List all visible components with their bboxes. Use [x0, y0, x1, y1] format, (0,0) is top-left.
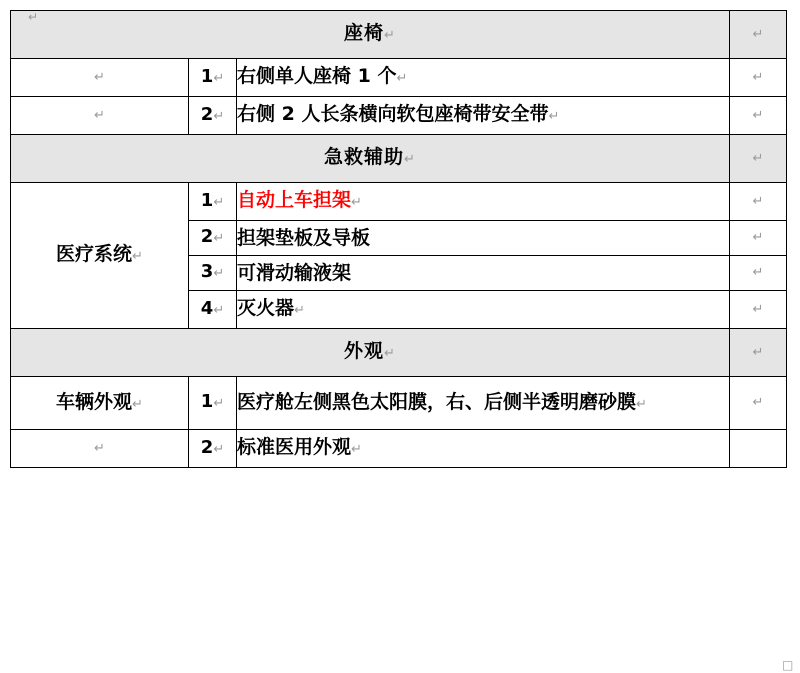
item-number-cell [189, 256, 237, 291]
item-number: 1 [200, 391, 214, 412]
section-header-row-appearance [11, 329, 787, 377]
item-number: 3 [200, 261, 214, 282]
section-title-text: 座椅 [344, 22, 385, 44]
paragraph-mark: ↵ [636, 396, 647, 412]
paragraph-mark: ↵ [94, 440, 105, 456]
paragraph-mark: ↵ [213, 441, 225, 457]
item-text-cell [237, 183, 730, 221]
paragraph-mark: ↵ [752, 26, 764, 42]
item-number: 2 [200, 103, 214, 125]
paragraph-mark: ↵ [213, 108, 225, 124]
document-page [0, 10, 800, 673]
category-cell-medical-system [11, 183, 189, 329]
item-number: 2 [200, 226, 214, 247]
paragraph-mark: ↵ [752, 301, 764, 317]
section-title-text: 急救辅助 [324, 146, 405, 168]
category-label: 医疗系统 [56, 243, 133, 265]
section-end-mark-cell [730, 135, 787, 183]
item-text: 自动上车担架 [237, 189, 352, 211]
row-end-mark-cell [730, 430, 787, 468]
paragraph-mark: ↵ [752, 395, 764, 410]
paragraph-mark: ↵ [752, 265, 764, 280]
table-row [11, 183, 787, 221]
paragraph-mark: ↵ [752, 344, 764, 360]
category-cell-vehicle-appearance [11, 377, 189, 430]
section-header-row-first-aid [11, 135, 787, 183]
paragraph-mark: ↵ [752, 193, 764, 209]
item-text: 灭火器 [237, 297, 295, 319]
item-text-cell [237, 430, 730, 468]
item-number: 4 [200, 297, 214, 319]
section-title-appearance [11, 329, 729, 376]
item-text-cell [237, 221, 730, 256]
section-header-row-seats [11, 11, 787, 59]
paragraph-mark: ↵ [94, 69, 105, 85]
paragraph-mark: ↵ [213, 266, 225, 281]
item-number: 1 [200, 65, 214, 87]
item-text: 标准医用外观 [237, 436, 352, 458]
item-number-cell [189, 291, 237, 329]
row-end-mark-cell [730, 183, 787, 221]
paragraph-mark: ↵ [213, 194, 225, 210]
item-number: 2 [200, 436, 214, 458]
item-number-cell [189, 430, 237, 468]
paragraph-mark: ↵ [94, 107, 105, 123]
paragraph-mark: ↵ [548, 109, 560, 124]
paragraph-mark: ↵ [384, 28, 396, 43]
bottom-page-mark: □ [782, 658, 794, 672]
item-text-cell [237, 291, 730, 329]
paragraph-mark: ↵ [351, 195, 362, 210]
section-title-cell [11, 135, 730, 183]
row-end-mark-cell [730, 221, 787, 256]
section-end-mark-cell [730, 11, 787, 59]
top-paragraph-mark: ↵ [28, 10, 39, 24]
paragraph-mark: ↵ [752, 107, 764, 123]
item-text: 医疗舱左侧黑色太阳膜，右、后侧半透明磨砂膜 [237, 390, 637, 413]
item-number-cell [189, 183, 237, 221]
category-cell [11, 430, 189, 468]
item-number-cell [189, 377, 237, 430]
section-title-cell [11, 11, 730, 59]
paragraph-mark: ↵ [752, 69, 764, 85]
paragraph-mark: ↵ [294, 303, 305, 318]
paragraph-mark: ↵ [213, 70, 225, 86]
section-title-first-aid [11, 135, 729, 182]
item-text: 右侧单人座椅 1 个 [237, 65, 397, 87]
section-title-seats [11, 11, 729, 58]
table-row [11, 430, 787, 468]
item-text: 右侧 2 人长条横向软包座椅带安全带 [237, 103, 549, 125]
row-end-mark-cell [730, 291, 787, 329]
paragraph-mark: ↵ [213, 302, 225, 318]
table-row [11, 377, 787, 430]
paragraph-mark: ↵ [213, 396, 225, 411]
paragraph-mark: ↵ [132, 396, 143, 412]
row-end-mark-cell [730, 97, 787, 135]
spec-table [10, 10, 787, 468]
row-end-mark-cell [730, 59, 787, 97]
item-text: 可滑动输液架 [237, 262, 352, 284]
paragraph-mark: ↵ [752, 230, 764, 245]
category-cell [11, 97, 189, 135]
paragraph-mark: ↵ [351, 442, 362, 457]
paragraph-mark: ↵ [384, 346, 396, 361]
item-number-cell [189, 97, 237, 135]
paragraph-mark: ↵ [404, 152, 416, 167]
paragraph-mark: ↵ [396, 71, 408, 86]
table-row [11, 59, 787, 97]
item-text-cell [237, 377, 730, 430]
row-end-mark-cell [730, 256, 787, 291]
paragraph-mark: ↵ [132, 249, 143, 264]
category-label: 车辆外观 [56, 390, 133, 413]
item-number-cell [189, 59, 237, 97]
section-end-mark-cell [730, 329, 787, 377]
section-title-cell [11, 329, 730, 377]
paragraph-mark: ↵ [752, 150, 764, 166]
item-text-cell [237, 256, 730, 291]
item-number: 1 [200, 189, 214, 211]
item-text: 担架垫板及导板 [237, 227, 371, 249]
category-cell [11, 59, 189, 97]
item-number-cell [189, 221, 237, 256]
item-text-cell [237, 97, 730, 135]
table-row [11, 97, 787, 135]
section-title-text: 外观 [344, 340, 385, 362]
row-end-mark-cell [730, 377, 787, 430]
paragraph-mark: ↵ [213, 231, 225, 246]
item-text-cell [237, 59, 730, 97]
